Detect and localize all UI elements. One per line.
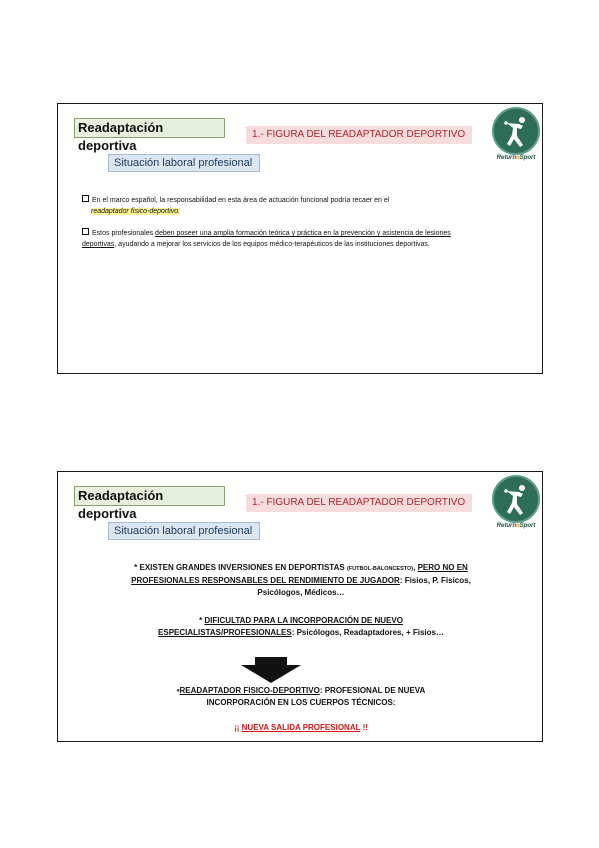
slide-2 bbox=[57, 471, 543, 742]
athlete-silhouette-icon bbox=[488, 475, 544, 523]
highlighted-term: readaptador físico-deportivo. bbox=[91, 208, 181, 215]
return-to-sport-logo bbox=[488, 107, 544, 167]
slide-subtitle: Situación laboral profesional bbox=[108, 522, 260, 540]
slide-title: Readaptación deportiva bbox=[74, 486, 225, 506]
athlete-silhouette-icon bbox=[488, 107, 544, 155]
down-arrow-icon bbox=[241, 657, 301, 683]
checkbox-bullet-icon bbox=[82, 195, 89, 202]
new-career-callout: ¡¡ NUEVA SALIDA PROFESIONAL !! bbox=[234, 723, 368, 732]
logo-text: ReturnoSport bbox=[496, 155, 536, 161]
bullet-item-1: En el marco español, la responsabilidad en esta área de actuación funcional podría recaer en el readaptador físico-deportivo. bbox=[82, 195, 482, 217]
section-heading: 1.- FIGURA DEL READAPTADOR DEPORTIVO bbox=[246, 494, 472, 512]
slide-title: Readaptación deportiva bbox=[74, 118, 225, 138]
paragraph-readaptador: •READAPTADOR FISICO-DEPORTIVO: PROFESIONAL DE NUEVA INCORPORACIÓN EN LOS CUERPOS TÉCNICOS: bbox=[176, 686, 426, 707]
paragraph-difficulty: * DIFICULTAD PARA LA INCORPORACIÓN DE NUEVO ESPECIALISTAS/PROFESIONALES: Psicólogos, Readaptadores, + Fisios… bbox=[158, 616, 444, 637]
slide-subtitle: Situación laboral profesional bbox=[108, 154, 260, 172]
paragraph-investments: * EXISTEN GRANDES INVERSIONES EN DEPORTISTAS (FUTBOL-BALONCESTO), PERO NO EN PROFESIONALES RESPONSABLES DEL RENDIMIENTO DE JUGADOR: Fisios, P. Físicos, Psicólogos, Médicos… bbox=[131, 563, 471, 597]
bullet-item-2: Estos profesionales deben poseer una amplia formación teórica y práctica en la prevención y asistencia de lesiones deportivas, ayudando a mejorar los servicios de los equipos médico-terapéuticos de las instituciones deportivas. bbox=[82, 230, 451, 248]
return-to-sport-logo bbox=[488, 475, 544, 535]
section-heading: 1.- FIGURA DEL READAPTADOR DEPORTIVO bbox=[246, 126, 472, 144]
checkbox-bullet-icon bbox=[82, 228, 89, 235]
logo-text: ReturnoSport bbox=[496, 523, 536, 529]
slide-1 bbox=[57, 103, 543, 374]
